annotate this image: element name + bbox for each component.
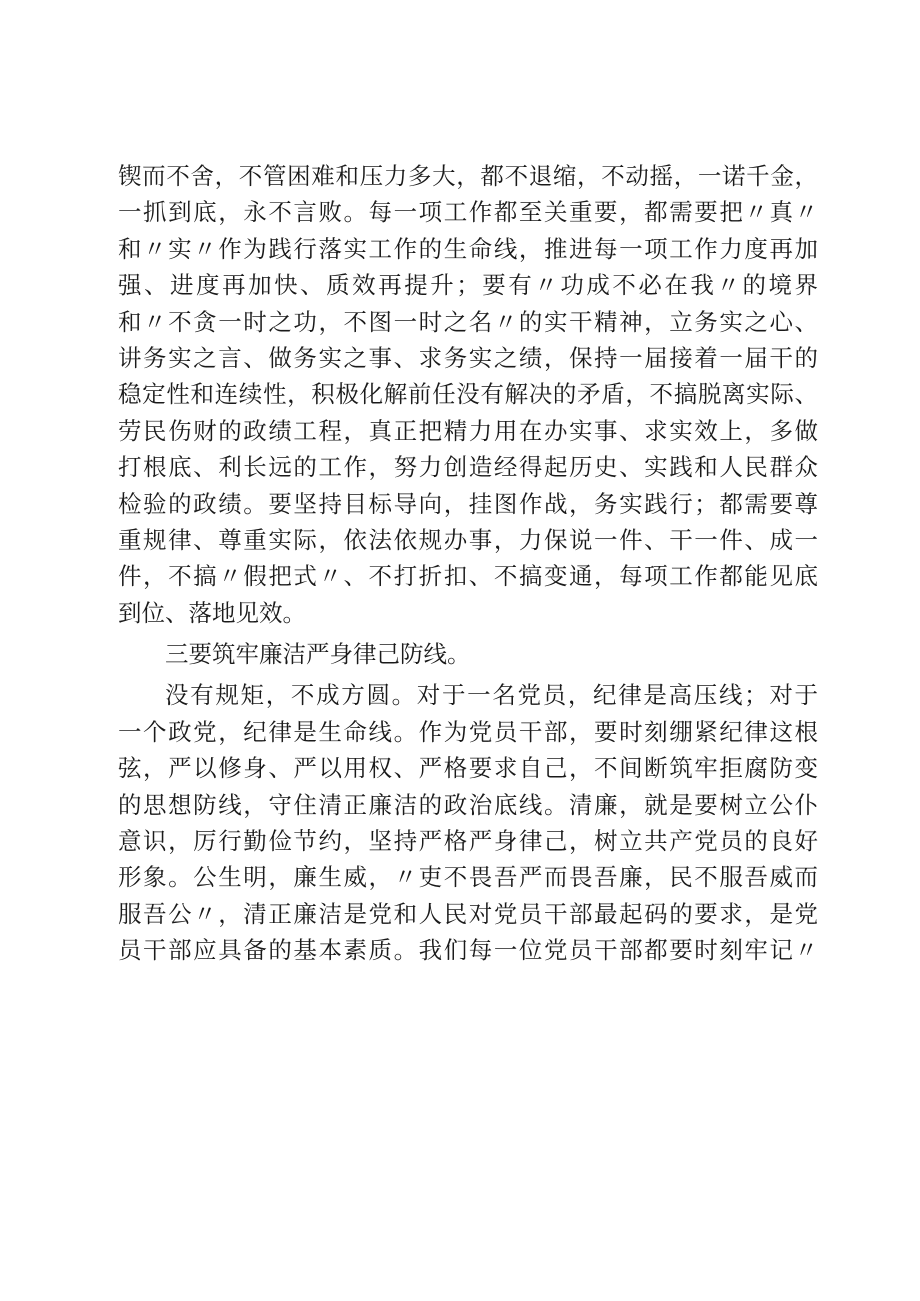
text-line: 和〃不贪一时之功，不图一时之名〃的实干精神，立务实之心、 bbox=[118, 307, 818, 336]
text-line: 和〃实〃作为践行落实工作的生命线，推进每一项工作力度再加 bbox=[118, 234, 818, 263]
text-line: 件，不搞〃假把式〃、不打折扣、不搞变通，每项工作都能见底 bbox=[118, 562, 818, 591]
text-line: 意识，厉行勤俭节约，坚持严格严身律己，树立共产党员的良好 bbox=[118, 827, 818, 856]
text-line: 的思想防线，守住清正廉洁的政治底线。清廉，就是要树立公仆 bbox=[118, 790, 818, 819]
text-line: 员干部应具备的基本素质。我们每一位党员干部都要时刻牢记〃 bbox=[118, 936, 818, 965]
text-line: 没有规矩，不成方圆。对于一名党员，纪律是高压线；对于 bbox=[165, 681, 818, 710]
text-line: 讲务实之言、做务实之事、求务实之绩，保持一届接着一届干的 bbox=[118, 343, 818, 372]
paragraph-work-attitude bbox=[118, 158, 818, 631]
text-line: 检验的政绩。要坚持目标导向，挂图作战，务实践行；都需要尊 bbox=[118, 489, 818, 518]
text-line: 一个政党，纪律是生命线。作为党员干部，要时刻绷紧纪律这根 bbox=[118, 717, 818, 746]
text-line: 重规律、尊重实际，依法依规办事，力保说一件、干一件、成一 bbox=[118, 525, 818, 554]
document-body bbox=[118, 158, 818, 969]
text-line: 强、进度再加快、质效再提升；要有〃功成不必在我〃的境界 bbox=[118, 271, 818, 300]
text-line: 劳民伤财的政绩工程，真正把精力用在办实事、求实效上，多做 bbox=[118, 416, 818, 445]
section-heading: 三要筑牢廉洁严身律己防线。 bbox=[165, 640, 471, 669]
text-line: 服吾公〃，清正廉洁是党和人民对党员干部最起码的要求，是党 bbox=[118, 899, 818, 928]
text-line: 到位、落地见效。 bbox=[118, 598, 306, 627]
text-line: 形象。公生明，廉生威，〃吏不畏吾严而畏吾廉，民不服吾威而 bbox=[118, 863, 818, 892]
text-line: 稳定性和连续性，积极化解前任没有解决的矛盾，不搞脱离实际、 bbox=[118, 380, 818, 409]
text-line: 打根底、利长远的工作，努力创造经得起历史、实践和人民群众 bbox=[118, 453, 818, 482]
text-line: 弦，严以修身、严以用权、严格要求自己，不间断筑牢拒腐防变 bbox=[118, 754, 818, 783]
text-line: 一抓到底，永不言败。每一项工作都至关重要，都需要把〃真〃 bbox=[118, 198, 818, 227]
paragraph-integrity bbox=[118, 677, 818, 968]
text-line: 锲而不舍，不管困难和压力多大，都不退缩，不动摇，一诺千金， bbox=[118, 162, 818, 190]
